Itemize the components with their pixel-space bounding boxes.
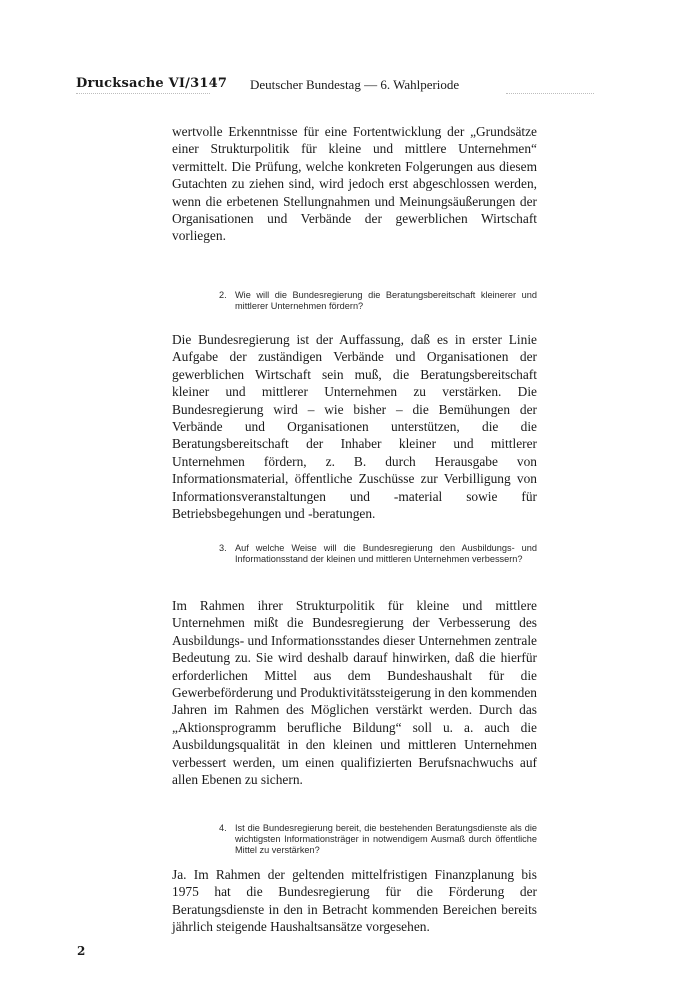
answer-paragraph-4: Ja. Im Rahmen der geltenden mittelfristigen Finanzplanung bis 1975 hat die Bundesregierung für die Förderung der Beratungsdienste in den in Betracht kommenden Bereichen bereits jährlich steigende Haushaltsansätze vorgesehen. — [172, 867, 537, 935]
question-text: Ist die Bundesregierung bereit, die bestehenden Beratungsdienste als die wichtigsten Informationsträger in notwendigem Ausmaß durch öffentliche Mittel zu verstärken? — [235, 823, 537, 855]
document-number: Drucksache VI/3147 — [76, 76, 228, 91]
question-number: 3. — [219, 543, 227, 553]
answer-paragraph-3: Im Rahmen ihrer Strukturpolitik für kleine und mittlere Unternehmen mißt die Bundesregierung der Verbesserung des Ausbildungs- und Informationsstandes dieser Unternehmen zentrale Bedeutung zu. Sie wird deshalb darauf hinwirken, daß die hierfür erforderlichen Mittel aus dem Bundeshaushalt für die Gewerbeförderung und Produktivitätssteigerung in den kommenden Jahren im Rahmen des Möglichen verstärkt werden. Durch das „Aktionsprogramm berufliche Bildung“ soll u. a. auch die Ausbildungsqualität in den kleinen und mittleren Unternehmen verbessert werden, um einen qualifizierten Berufsnachwuchs auf allen Ebenen zu sichern. — [172, 598, 537, 788]
question-text: Wie will die Bundesregierung die Beratungsbereitschaft kleinerer und mittlerer Unternehmen fördern? — [235, 290, 537, 311]
question-number: 2. — [219, 290, 227, 300]
answer-paragraph-2: Die Bundesregierung ist der Auffassung, daß es in erster Linie Aufgabe der zuständigen Verbände und Organisationen der gewerblichen Wirtschaft sein muß, die Beratungsbereitschaft kleiner und mittlerer Unternehmen zu verstärken. Die Bundesregierung wird – wie bisher – die Bemühungen der Verbände und Organisationen unterstützen, die die Beratungsbereitschaft der Inhaber kleiner und mittlerer Unternehmen fördern, z. B. durch Herausgabe von Informationsmaterial, öffentliche Zuschüsse zur Verbilligung von Informationsveranstaltungen und -material sowie für Betriebsbegehungen und -beratungen. — [172, 332, 537, 522]
parliament-session: Deutscher Bundestag — 6. Wahlperiode — [250, 77, 460, 92]
answer-paragraph-1: wertvolle Erkenntnisse für eine Fortentwicklung der „Grundsätze einer Strukturpolitik für kleine und mittlere Unternehmen“ vermittelt. Die Prüfung, welche konkreten Folgerungen aus diesem Gutachten zu ziehen sind, wird jedoch erst abgeschlossen werden, wenn die erbetenen Stellungnahmen und Meinungsäußerungen der Organisationen und Verbände der gewerblichen Wirtschaft vorliegen. — [172, 124, 537, 244]
page-header — [0, 76, 700, 96]
header-rule-left — [76, 93, 210, 94]
question-text: Auf welche Weise will die Bundesregierung den Ausbildungs- und Informationsstand der kleinen und mittleren Unternehmen verbessern? — [235, 543, 537, 564]
page-number: 2 — [77, 944, 86, 958]
question-number: 4. — [219, 823, 227, 833]
header-rule-right — [506, 93, 594, 94]
